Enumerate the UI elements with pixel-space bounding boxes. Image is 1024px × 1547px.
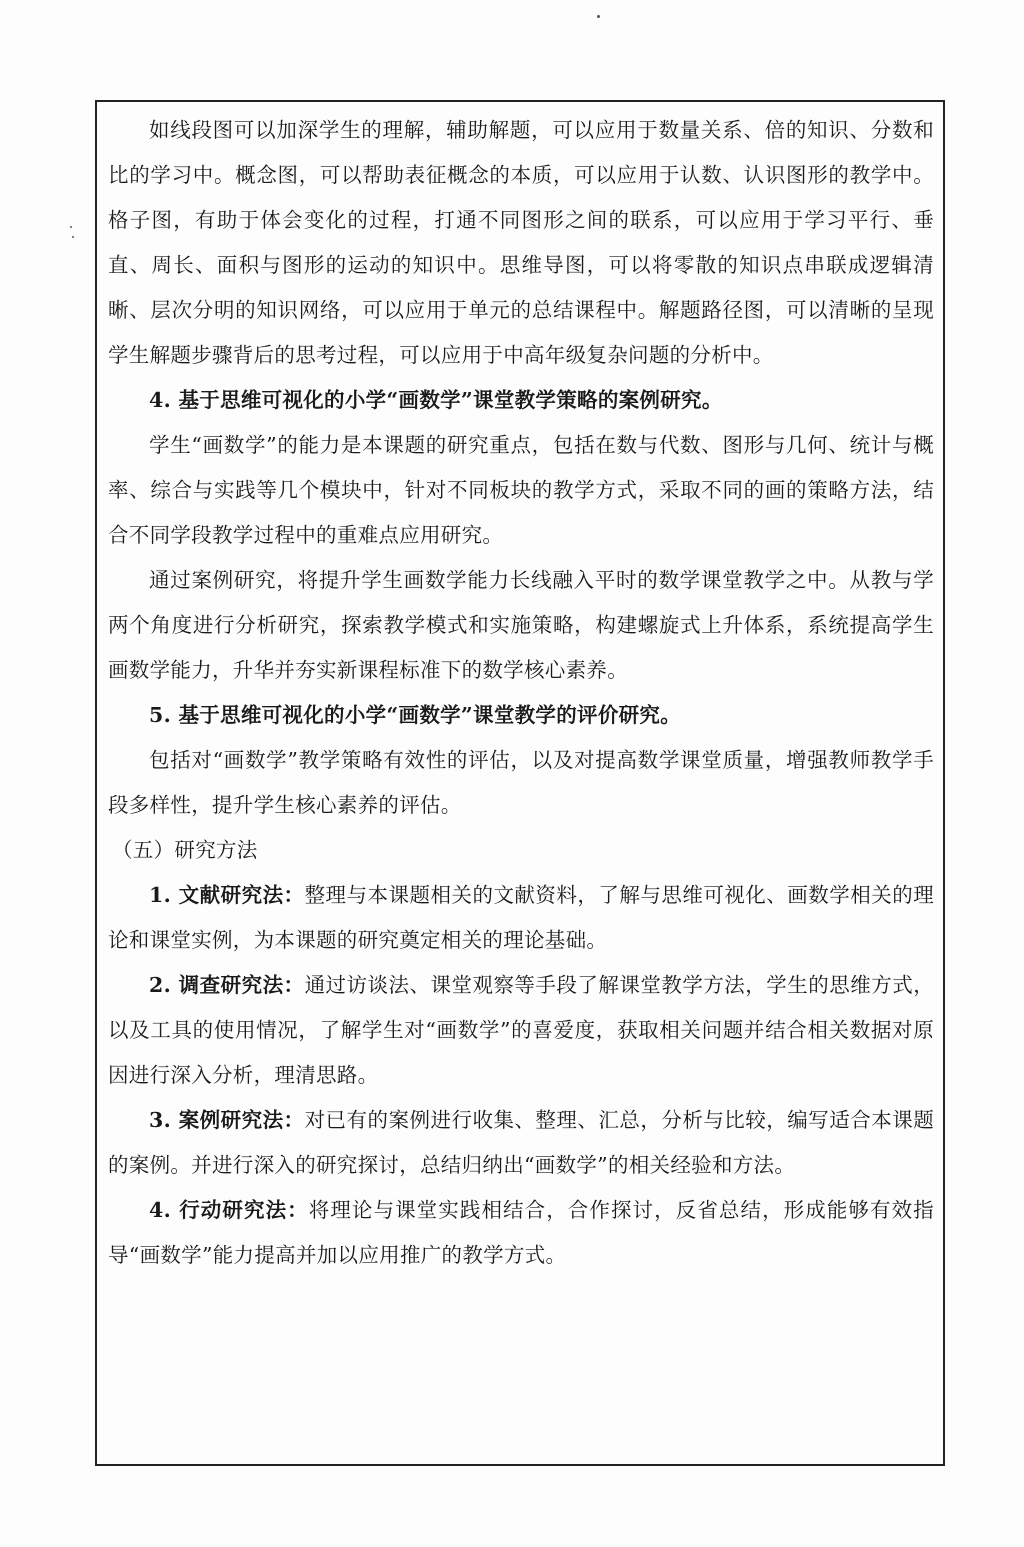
method-text: 将理论与课堂实践相结合，合作探讨，反省总结，形成能够有效指导“画数学”能力提高并加以应用推广的教学方式。 xyxy=(108,1198,934,1267)
scan-speck xyxy=(597,15,600,18)
scan-speck xyxy=(72,236,74,238)
method-item xyxy=(108,873,934,963)
method-lead: 2. 调查研究法： xyxy=(149,973,305,997)
paragraph-visual-tools: 如线段图可以加深学生的理解，辅助解题，可以应用于数量关系、倍的知识、分数和比的学习中。概念图，可以帮助表征概念的本质，可以应用于认数、认识图形的教学中。格子图，有助于体会变化的过程，打通不同图形之间的联系，可以应用于学习平行、垂直、周长、面积与图形的运动的知识中。思维导图，可以将零散的知识点串联成逻辑清晰、层次分明的知识网络，可以应用于单元的总结课程中。解题路径图，可以清晰的呈现学生解题步骤背后的思考过程，可以应用于中高年级复杂问题的分析中。 xyxy=(108,118,934,367)
paragraph-case-study-2: 通过案例研究，将提升学生画数学能力长线融入平时的数学课堂教学之中。从教与学两个角度进行分析研究，探索教学模式和实施策略，构建螺旋式上升体系，系统提高学生画数学能力，升华并夯实新课程标准下的数学核心素养。 xyxy=(108,568,934,682)
paragraph-case-study-1: 学生“画数学”的能力是本课题的研究重点，包括在数与代数、图形与几何、统计与概率、综合与实践等几个模块中，针对不同板块的教学方式，采取不同的画的策略方法，结合不同学段教学过程中的重难点应用研究。 xyxy=(108,433,934,547)
method-text: 通过访谈法、课堂观察等手段了解课堂教学方法，学生的思维方式，以及工具的使用情况，了解学生对“画数学”的喜爱度，获取相关问题并结合相关数据对原因进行深入分析，理清思路。 xyxy=(108,973,934,1087)
paragraph-evaluation: 包括对“画数学”教学策略有效性的评估，以及对提高数学课堂质量，增强教师教学手段多样性，提升学生核心素养的评估。 xyxy=(108,748,934,817)
method-lead: 4. 行动研究法： xyxy=(149,1198,309,1222)
method-lead: 1. 文献研究法： xyxy=(149,883,305,907)
method-text: 整理与本课题相关的文献资料，了解与思维可视化、画数学相关的理论和课堂实例，为本课题的研究奠定相关的理论基础。 xyxy=(108,883,934,952)
heading-case-study: 4. 基于思维可视化的小学“画数学”课堂教学策略的案例研究。 xyxy=(149,388,723,412)
method-text: 对已有的案例进行收集、整理、汇总，分析与比较，编写适合本课题的案例。并进行深入的研究探讨，总结归纳出“画数学”的相关经验和方法。 xyxy=(108,1108,934,1177)
heading-evaluation: 5. 基于思维可视化的小学“画数学”课堂教学的评价研究。 xyxy=(149,703,682,727)
method-item xyxy=(108,1098,934,1188)
method-item xyxy=(108,963,934,1098)
section-heading-methods: （五）研究方法 xyxy=(112,838,258,862)
scan-speck xyxy=(70,226,72,228)
method-lead: 3. 案例研究法： xyxy=(149,1108,305,1132)
method-item xyxy=(108,1188,934,1278)
document-body xyxy=(108,108,934,1278)
